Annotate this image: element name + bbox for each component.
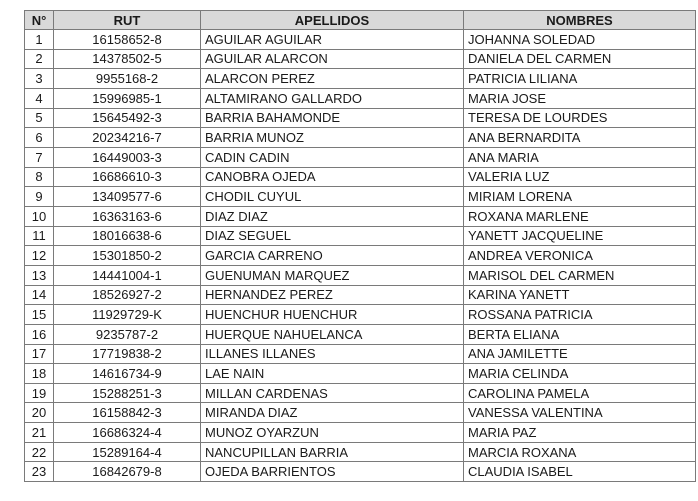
cell-nombres: TERESA DE LOURDES: [464, 108, 696, 128]
cell-rut: 15645492-3: [54, 108, 201, 128]
cell-nombres: DANIELA DEL CARMEN: [464, 49, 696, 69]
table-row: [25, 442, 696, 462]
table-row: [25, 246, 696, 266]
cell-nombres: MARIA JOSE: [464, 88, 696, 108]
table-row: [25, 226, 696, 246]
cell-rut: 16158842-3: [54, 403, 201, 423]
cell-nombres: BERTA ELIANA: [464, 324, 696, 344]
cell-rut: 20234216-7: [54, 128, 201, 148]
table-row: [25, 364, 696, 384]
cell-apellidos: CANOBRA OJEDA: [201, 167, 464, 187]
cell-rut: 18016638-6: [54, 226, 201, 246]
header-number: N°: [25, 11, 54, 30]
cell-number: 1: [25, 30, 54, 50]
cell-number: 4: [25, 88, 54, 108]
table-row: [25, 187, 696, 207]
cell-rut: 16363163-6: [54, 206, 201, 226]
cell-apellidos: HERNANDEZ PEREZ: [201, 285, 464, 305]
table-row: [25, 167, 696, 187]
cell-rut: 16158652-8: [54, 30, 201, 50]
cell-apellidos: MILLAN CARDENAS: [201, 383, 464, 403]
table-body: [25, 30, 696, 482]
table-row: [25, 147, 696, 167]
cell-rut: 14441004-1: [54, 265, 201, 285]
cell-apellidos: AGUILAR ALARCON: [201, 49, 464, 69]
cell-apellidos: MIRANDA DIAZ: [201, 403, 464, 423]
header-row: [25, 11, 696, 30]
cell-nombres: PATRICIA LILIANA: [464, 69, 696, 89]
table-row: [25, 324, 696, 344]
cell-nombres: ANA JAMILETTE: [464, 344, 696, 364]
cell-number: 10: [25, 206, 54, 226]
cell-nombres: MARIA CELINDA: [464, 364, 696, 384]
cell-rut: 16842679-8: [54, 462, 201, 482]
cell-apellidos: GARCIA CARRENO: [201, 246, 464, 266]
cell-nombres: VANESSA VALENTINA: [464, 403, 696, 423]
cell-apellidos: MUNOZ OYARZUN: [201, 423, 464, 443]
cell-rut: 16686324-4: [54, 423, 201, 443]
cell-apellidos: HUERQUE NAHUELANCA: [201, 324, 464, 344]
cell-number: 20: [25, 403, 54, 423]
cell-number: 12: [25, 246, 54, 266]
cell-number: 9: [25, 187, 54, 207]
cell-number: 11: [25, 226, 54, 246]
table-row: [25, 49, 696, 69]
cell-number: 5: [25, 108, 54, 128]
table-row: [25, 88, 696, 108]
table-row: [25, 285, 696, 305]
cell-rut: 15289164-4: [54, 442, 201, 462]
cell-number: 16: [25, 324, 54, 344]
cell-nombres: ROSSANA PATRICIA: [464, 305, 696, 325]
table-row: [25, 462, 696, 482]
cell-apellidos: HUENCHUR HUENCHUR: [201, 305, 464, 325]
cell-apellidos: NANCUPILLAN BARRIA: [201, 442, 464, 462]
cell-rut: 15301850-2: [54, 246, 201, 266]
cell-number: 21: [25, 423, 54, 443]
cell-rut: 15288251-3: [54, 383, 201, 403]
cell-apellidos: DIAZ SEGUEL: [201, 226, 464, 246]
cell-rut: 13409577-6: [54, 187, 201, 207]
cell-number: 23: [25, 462, 54, 482]
cell-nombres: VALERIA LUZ: [464, 167, 696, 187]
cell-number: 13: [25, 265, 54, 285]
table-row: [25, 69, 696, 89]
table-row: [25, 128, 696, 148]
cell-apellidos: ALTAMIRANO GALLARDO: [201, 88, 464, 108]
cell-rut: 18526927-2: [54, 285, 201, 305]
cell-number: 18: [25, 364, 54, 384]
cell-nombres: ANA BERNARDITA: [464, 128, 696, 148]
participants-table-container: [24, 10, 696, 482]
cell-nombres: CAROLINA PAMELA: [464, 383, 696, 403]
cell-apellidos: ILLANES ILLANES: [201, 344, 464, 364]
cell-nombres: MARCIA ROXANA: [464, 442, 696, 462]
table-row: [25, 344, 696, 364]
cell-number: 22: [25, 442, 54, 462]
cell-nombres: ROXANA MARLENE: [464, 206, 696, 226]
cell-nombres: ANA MARIA: [464, 147, 696, 167]
cell-rut: 9235787-2: [54, 324, 201, 344]
table-row: [25, 403, 696, 423]
cell-number: 8: [25, 167, 54, 187]
cell-nombres: KARINA YANETT: [464, 285, 696, 305]
table-header: [25, 11, 696, 30]
cell-nombres: MIRIAM LORENA: [464, 187, 696, 207]
cell-rut: 16449003-3: [54, 147, 201, 167]
cell-rut: 11929729-K: [54, 305, 201, 325]
table-row: [25, 206, 696, 226]
cell-nombres: MARISOL DEL CARMEN: [464, 265, 696, 285]
table-row: [25, 30, 696, 50]
table-row: [25, 108, 696, 128]
cell-nombres: ANDREA VERONICA: [464, 246, 696, 266]
cell-apellidos: BARRIA MUNOZ: [201, 128, 464, 148]
cell-rut: 14616734-9: [54, 364, 201, 384]
cell-number: 3: [25, 69, 54, 89]
cell-rut: 14378502-5: [54, 49, 201, 69]
cell-apellidos: DIAZ DIAZ: [201, 206, 464, 226]
cell-apellidos: AGUILAR AGUILAR: [201, 30, 464, 50]
cell-apellidos: BARRIA BAHAMONDE: [201, 108, 464, 128]
cell-nombres: MARIA PAZ: [464, 423, 696, 443]
header-nombres: NOMBRES: [464, 11, 696, 30]
cell-apellidos: OJEDA BARRIENTOS: [201, 462, 464, 482]
cell-nombres: JOHANNA SOLEDAD: [464, 30, 696, 50]
cell-apellidos: ALARCON PEREZ: [201, 69, 464, 89]
cell-nombres: CLAUDIA ISABEL: [464, 462, 696, 482]
cell-number: 15: [25, 305, 54, 325]
table-row: [25, 423, 696, 443]
cell-nombres: YANETT JACQUELINE: [464, 226, 696, 246]
cell-apellidos: LAE NAIN: [201, 364, 464, 384]
header-rut: RUT: [54, 11, 201, 30]
cell-rut: 17719838-2: [54, 344, 201, 364]
cell-rut: 15996985-1: [54, 88, 201, 108]
participants-table: [24, 10, 696, 482]
header-apellidos: APELLIDOS: [201, 11, 464, 30]
table-row: [25, 265, 696, 285]
cell-rut: 16686610-3: [54, 167, 201, 187]
cell-number: 6: [25, 128, 54, 148]
table-row: [25, 305, 696, 325]
cell-apellidos: CADIN CADIN: [201, 147, 464, 167]
cell-apellidos: CHODIL CUYUL: [201, 187, 464, 207]
table-row: [25, 383, 696, 403]
cell-number: 19: [25, 383, 54, 403]
cell-number: 2: [25, 49, 54, 69]
cell-apellidos: GUENUMAN MARQUEZ: [201, 265, 464, 285]
cell-number: 17: [25, 344, 54, 364]
cell-rut: 9955168-2: [54, 69, 201, 89]
cell-number: 14: [25, 285, 54, 305]
cell-number: 7: [25, 147, 54, 167]
